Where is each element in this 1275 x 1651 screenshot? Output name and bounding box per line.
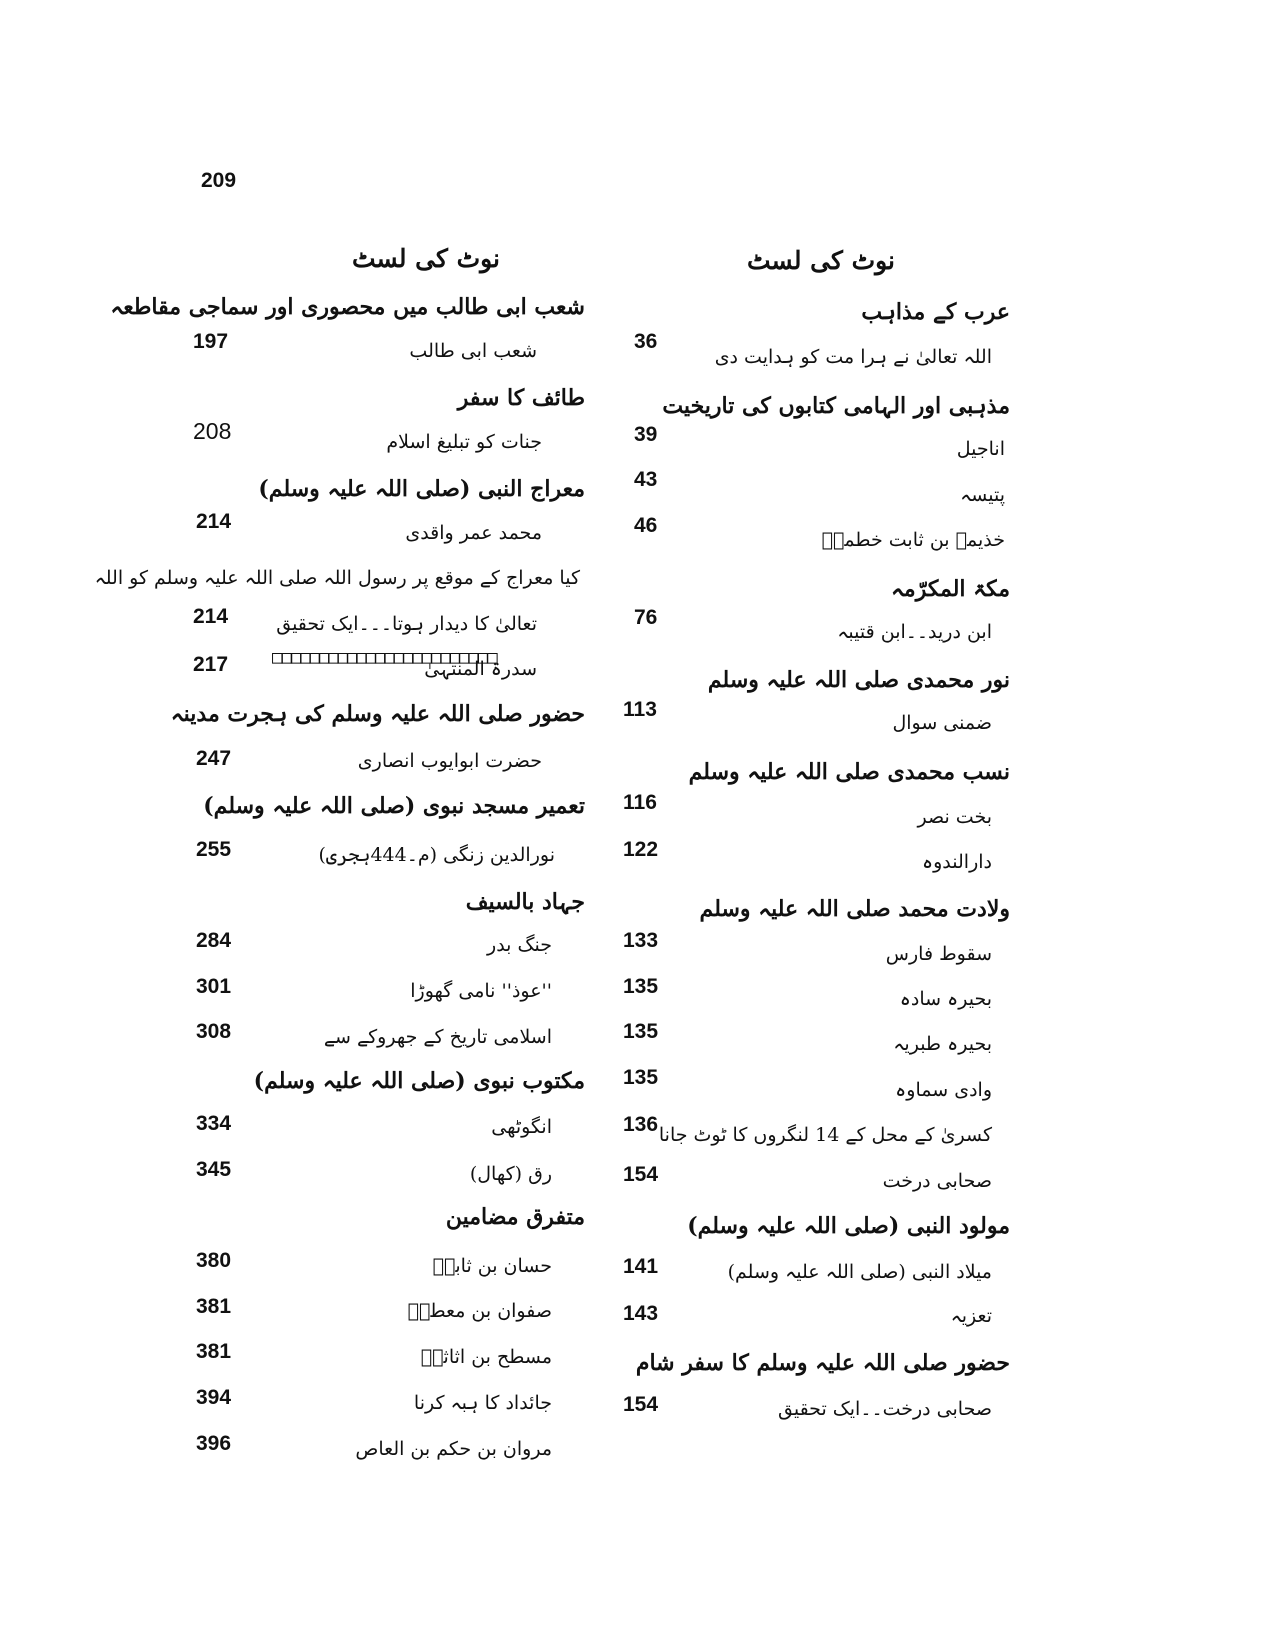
right-heading: مولود النبی (صلی اللہ علیہ وسلم): [687, 1213, 1010, 1239]
left-page-number: 255: [196, 838, 232, 861]
left-page-number: 334: [196, 1112, 232, 1135]
right-page-number: 133: [623, 929, 659, 952]
left-entry: جنگ بدر: [487, 934, 552, 956]
left-entry: شعب ابی طالب: [409, 340, 537, 362]
right-entry: صحابی درخت: [882, 1170, 992, 1192]
left-page-number: 208: [193, 418, 232, 444]
right-entry: بخت نصر: [917, 806, 992, 828]
right-page-number: 36: [634, 330, 658, 353]
left-heading: مکتوب نبوی (صلی اللہ علیہ وسلم): [253, 1068, 585, 1094]
left-page-number: 217: [193, 653, 229, 676]
right-page-number: 39: [634, 423, 658, 446]
right-page-number: 135: [623, 1020, 659, 1043]
right-heading: مکۃ المکرّمہ: [891, 576, 1010, 602]
left-heading: تعمیر مسجد نبوی (صلی اللہ علیہ وسلم): [203, 793, 585, 819]
left-page-number: 197: [193, 330, 229, 353]
left-entry: ''عوذ'' نامی گھوڑا: [410, 980, 552, 1002]
page-number: 209: [201, 169, 237, 192]
left-page-number: 394: [196, 1386, 232, 1409]
right-entry: ضمنی سوال: [892, 712, 992, 734]
left-page-number: 381: [196, 1295, 232, 1318]
right-entry: ابن درید۔۔ابن قتیبہ: [837, 621, 992, 643]
left-entry: صفوان بن معطلؓ: [407, 1300, 552, 1322]
right-entry: سقوط فارس: [885, 943, 992, 965]
right-entry: وادی سماوہ: [895, 1079, 992, 1101]
right-entry: دارالندوہ: [922, 851, 992, 873]
left-entry: رق (کھال): [469, 1163, 552, 1185]
right-page-number: 76: [634, 606, 658, 629]
right-page-number: 46: [634, 514, 658, 537]
left-heading: حضور صلی اللہ علیہ وسلم کی ہجرت مدینہ: [170, 701, 585, 727]
right-entry: تعزیہ: [950, 1305, 992, 1327]
right-page-number: 154: [623, 1393, 659, 1416]
right-page-number: 141: [623, 1255, 659, 1278]
left-entry: جنات کو تبلیغ اسلام: [386, 431, 542, 453]
right-page-number: 43: [634, 468, 658, 491]
right-page-number: 136: [623, 1113, 659, 1136]
left-page-number: 214: [196, 510, 232, 533]
right-page-number: 135: [623, 975, 659, 998]
right-entry: کسریٰ کے محل کے 14 لنگروں کا ٹوٹ جانا: [658, 1124, 992, 1146]
left-entry: حسان بن ثابتؓ: [432, 1255, 552, 1277]
left-heading: معراج النبی (صلی اللہ علیہ وسلم): [258, 476, 585, 502]
right-page-number: 135: [623, 1066, 659, 1089]
right-entry: بحیرہ طبریہ: [893, 1033, 992, 1055]
left-entry: جائداد کا ہبہ کرنا: [413, 1392, 552, 1414]
left-entry: مروان بن حکم بن العاص: [355, 1438, 552, 1460]
left-entry: اسلامی تاریخ کے جھروکے سے: [323, 1026, 552, 1048]
garbled-text: □□□□□□□□□□□□□□□□□□□□□□□□: [272, 647, 497, 668]
right-column-title: نوٹ کی لسٹ: [746, 246, 895, 275]
right-entry: پتیسہ: [960, 484, 1005, 506]
left-page-number: 381: [196, 1340, 232, 1363]
left-page-number: 284: [196, 929, 232, 952]
left-heading: متفرق مضامین: [445, 1204, 585, 1230]
left-page-number: 396: [196, 1432, 232, 1455]
right-entry: بحیرہ سادہ: [899, 988, 992, 1010]
left-column-title: نوٹ کی لسٹ: [351, 244, 500, 273]
left-heading: جہاد بالسیف: [465, 889, 585, 915]
left-page-number: 308: [196, 1020, 232, 1043]
right-page-number: 113: [623, 698, 657, 721]
left-page-number: 301: [196, 975, 232, 998]
right-heading: حضور صلی اللہ علیہ وسلم کا سفر شام: [635, 1350, 1010, 1376]
left-entry: انگوٹھی: [491, 1116, 552, 1138]
right-entry: صحابی درخت۔۔ایک تحقیق: [777, 1398, 992, 1420]
left-entry: حضرت ابوایوب انصاری: [357, 750, 542, 772]
right-page-number: 143: [623, 1302, 659, 1325]
right-entry: اناجیل: [956, 438, 1005, 460]
right-heading: عرب کے مذاہب: [861, 299, 1010, 325]
right-heading: مذہبی اور الہامی کتابوں کی تاریخیت: [662, 393, 1010, 419]
right-entry: میلاد النبی (صلی اللہ علیہ وسلم): [727, 1261, 992, 1283]
right-page-number: 154: [623, 1163, 659, 1186]
left-entry: کیا معراج کے موقع پر رسول اللہ صلی اللہ علیہ وسلم کو اللہ: [94, 567, 580, 589]
left-heading: شعب ابی طالب میں محصوری اور سماجی مقاطعہ: [110, 294, 585, 320]
left-page-number: 214: [193, 605, 229, 628]
left-heading: طائف کا سفر: [457, 385, 585, 411]
right-heading: نسب محمدی صلی اللہ علیہ وسلم: [688, 759, 1010, 785]
right-entry: اللہ تعالیٰ نے ہرا مت کو ہدایت دی: [714, 346, 992, 368]
left-page-number: 380: [196, 1249, 232, 1272]
left-entry: محمد عمر واقدی: [405, 522, 542, 544]
right-page-number: 116: [623, 791, 657, 814]
left-page-number: 345: [196, 1158, 232, 1181]
left-entry: تعالیٰ کا دیدار ہوتا۔۔۔ایک تحقیق: [276, 613, 537, 635]
right-heading: ولادت محمد صلی اللہ علیہ وسلم: [699, 896, 1010, 922]
right-heading: نور محمدی صلی اللہ علیہ وسلم: [707, 667, 1010, 693]
left-entry: مسطح بن اثاثہؓ: [420, 1346, 552, 1368]
left-entry: نورالدین زنگی (م۔444ہجری): [318, 844, 555, 866]
right-page-number: 122: [623, 838, 659, 861]
left-entry: سدرۃ المنتہیٰ: [424, 658, 537, 680]
right-entry: خذیمہ بن ثابت خطمیؓ: [821, 529, 1005, 551]
left-page-number: 247: [196, 747, 232, 770]
